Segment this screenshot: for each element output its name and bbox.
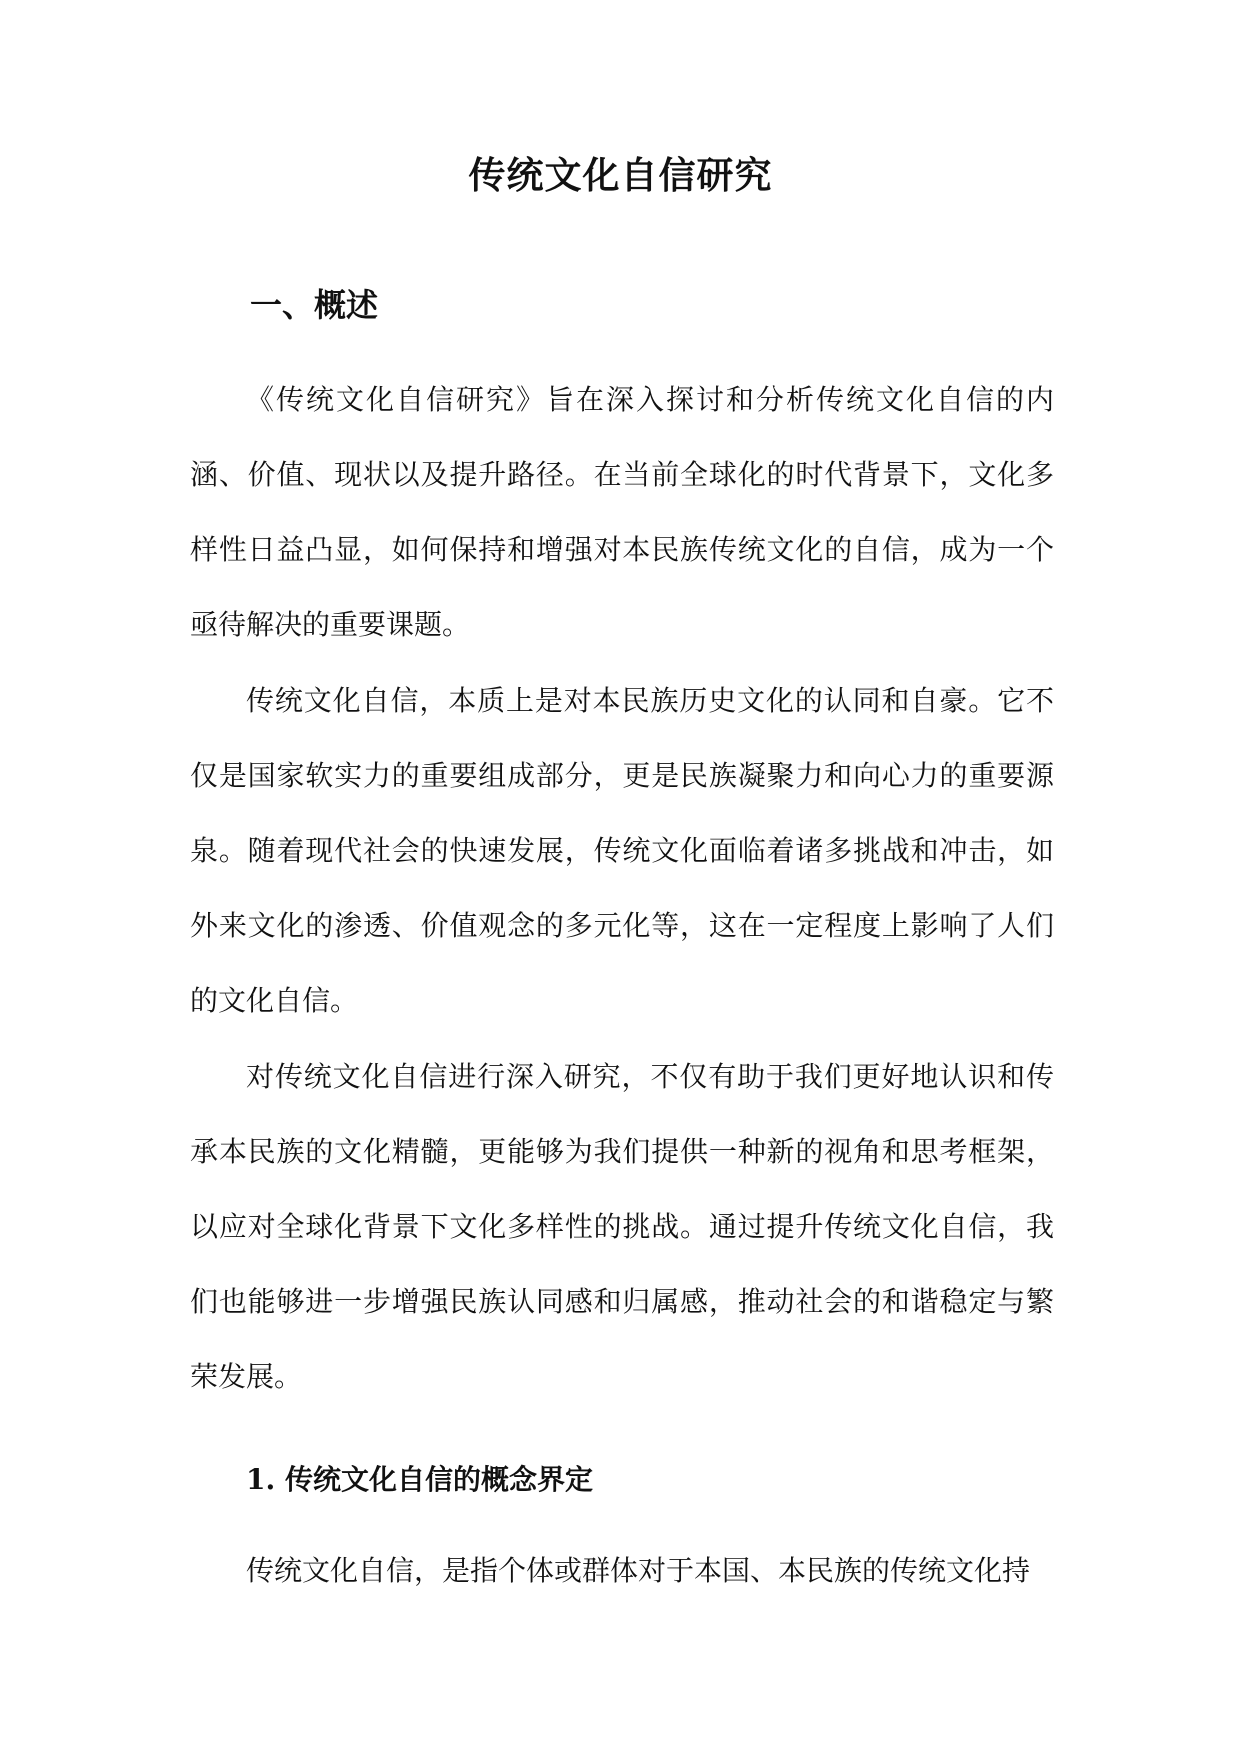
document-title: 传统文化自信研究 [468,153,773,197]
subsection-heading-concept: 1. 传统文化自信的概念界定 [246,1463,593,1496]
paragraph-1: 《传统文化自信研究》旨在深入探讨和分析传统文化自信的内涵、价值、现状以及提升路径。在当前全球化的时代背景下，文化多样性日益凸显，如何保持和增强对本民族传统文化的自信，成为一个亟待解决的重要课题。 [190,383,1054,641]
paragraph-3: 对传统文化自信进行深入研究，不仅有助于我们更好地认识和传承本民族的文化精髓，更能够为我们提供一种新的视角和思考框架，以应对全球化背景下文化多样性的挑战。通过提升传统文化自信，我们也能够进一步增强民族认同感和归属感，推动社会的和谐稳定与繁荣发展。 [190,1060,1054,1393]
paragraph-2: 传统文化自信，本质上是对本民族历史文化的认同和自豪。它不仅是国家软实力的重要组成部分，更是民族凝聚力和向心力的重要源泉。随着现代社会的快速发展，传统文化面临着诸多挑战和冲击，如外来文化的渗透、价值观念的多元化等，这在一定程度上影响了人们的文化自信。 [190,684,1054,1017]
paragraph-4: 传统文化自信，是指个体或群体对于本国、本民族的传统文化持 [246,1554,1031,1587]
section-heading-overview: 一、概述 [250,286,379,324]
